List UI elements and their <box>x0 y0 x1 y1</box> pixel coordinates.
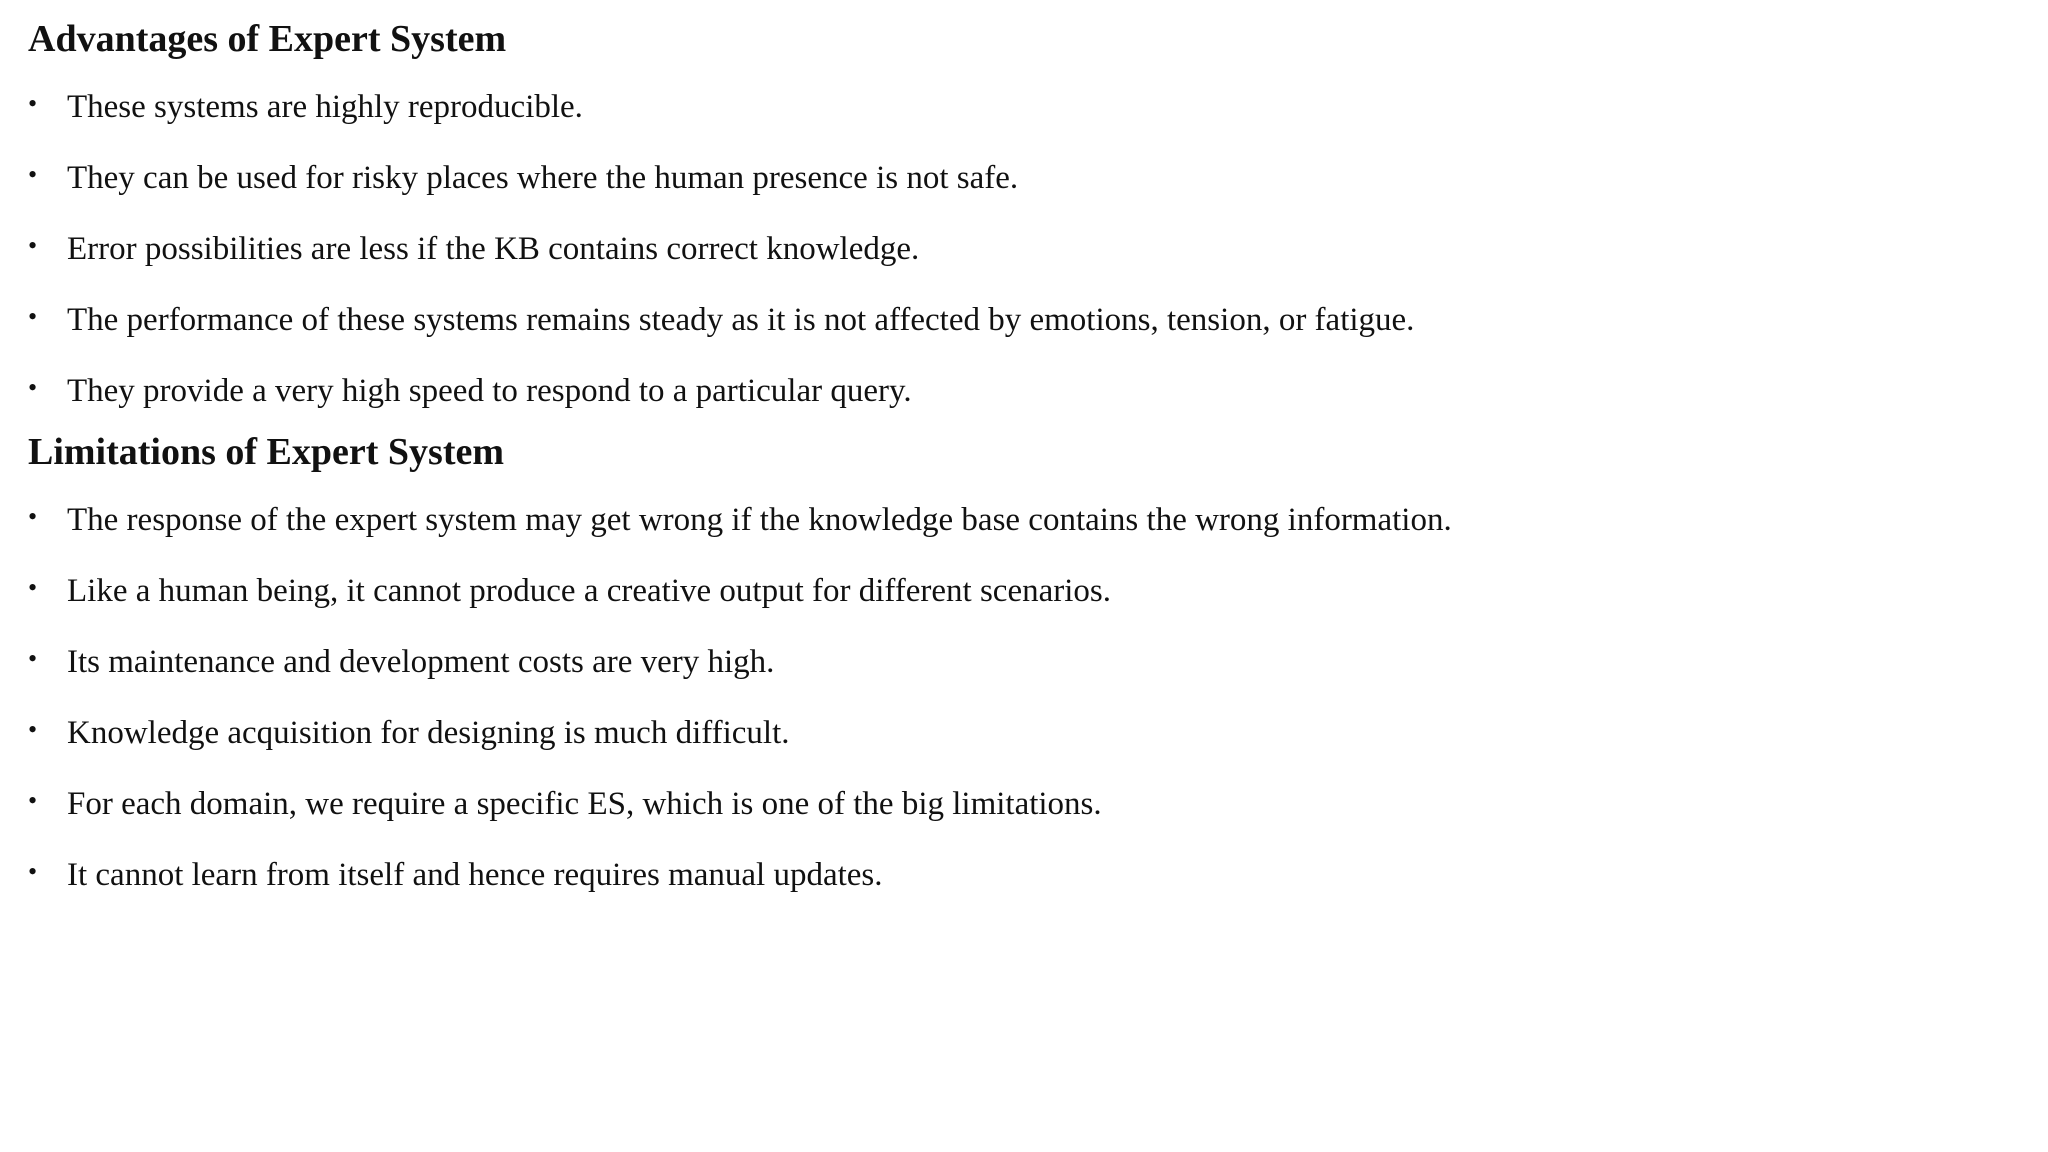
list-item-text: The performance of these systems remains steady as it is not affected by emotions, tension, or fatigue. <box>67 302 1415 338</box>
advantages-list-item <box>28 356 2018 427</box>
list-item-text: They can be used for risky places where the human presence is not safe. <box>67 160 1019 196</box>
limitations-list-item <box>28 485 2018 556</box>
bullet-icon: • <box>28 786 38 815</box>
limitations-list <box>28 485 2018 911</box>
list-item-text: Error possibilities are less if the KB contains correct knowledge. <box>67 231 920 267</box>
bullet-icon: • <box>28 715 38 744</box>
list-item-text: Its maintenance and development costs are very high. <box>67 644 775 680</box>
advantages-list-item <box>28 143 2018 214</box>
document-page <box>28 14 2018 911</box>
limitations-list-item <box>28 556 2018 627</box>
bullet-icon: • <box>28 644 38 673</box>
bullet-icon: • <box>28 302 38 331</box>
advantages-list-item <box>28 214 2018 285</box>
list-item-text: These systems are highly reproducible. <box>67 89 583 125</box>
advantages-list <box>28 72 2018 427</box>
list-item-text: They provide a very high speed to respond to a particular query. <box>67 373 912 409</box>
list-item-text: It cannot learn from itself and hence requires manual updates. <box>67 857 883 893</box>
advantages-heading: Advantages of Expert System <box>28 18 507 60</box>
limitations-section <box>28 427 2018 911</box>
limitations-heading: Limitations of Expert System <box>28 431 505 473</box>
bullet-icon: • <box>28 231 38 260</box>
limitations-list-item <box>28 698 2018 769</box>
advantages-list-item <box>28 285 2018 356</box>
list-item-text: For each domain, we require a specific ES, which is one of the big limitations. <box>67 786 1102 822</box>
list-item-text: The response of the expert system may get wrong if the knowledge base contains the wrong information. <box>67 502 1452 538</box>
list-item-text: Like a human being, it cannot produce a creative output for different scenarios. <box>67 573 1111 609</box>
bullet-icon: • <box>28 857 38 886</box>
limitations-list-item <box>28 769 2018 840</box>
bullet-icon: • <box>28 502 38 531</box>
limitations-list-item <box>28 627 2018 698</box>
advantages-section <box>28 14 2018 427</box>
bullet-icon: • <box>28 373 38 402</box>
list-item-text: Knowledge acquisition for designing is much difficult. <box>67 715 790 751</box>
bullet-icon: • <box>28 89 38 118</box>
bullet-icon: • <box>28 573 38 602</box>
advantages-list-item <box>28 72 2018 143</box>
limitations-list-item <box>28 840 2018 911</box>
bullet-icon: • <box>28 160 38 189</box>
